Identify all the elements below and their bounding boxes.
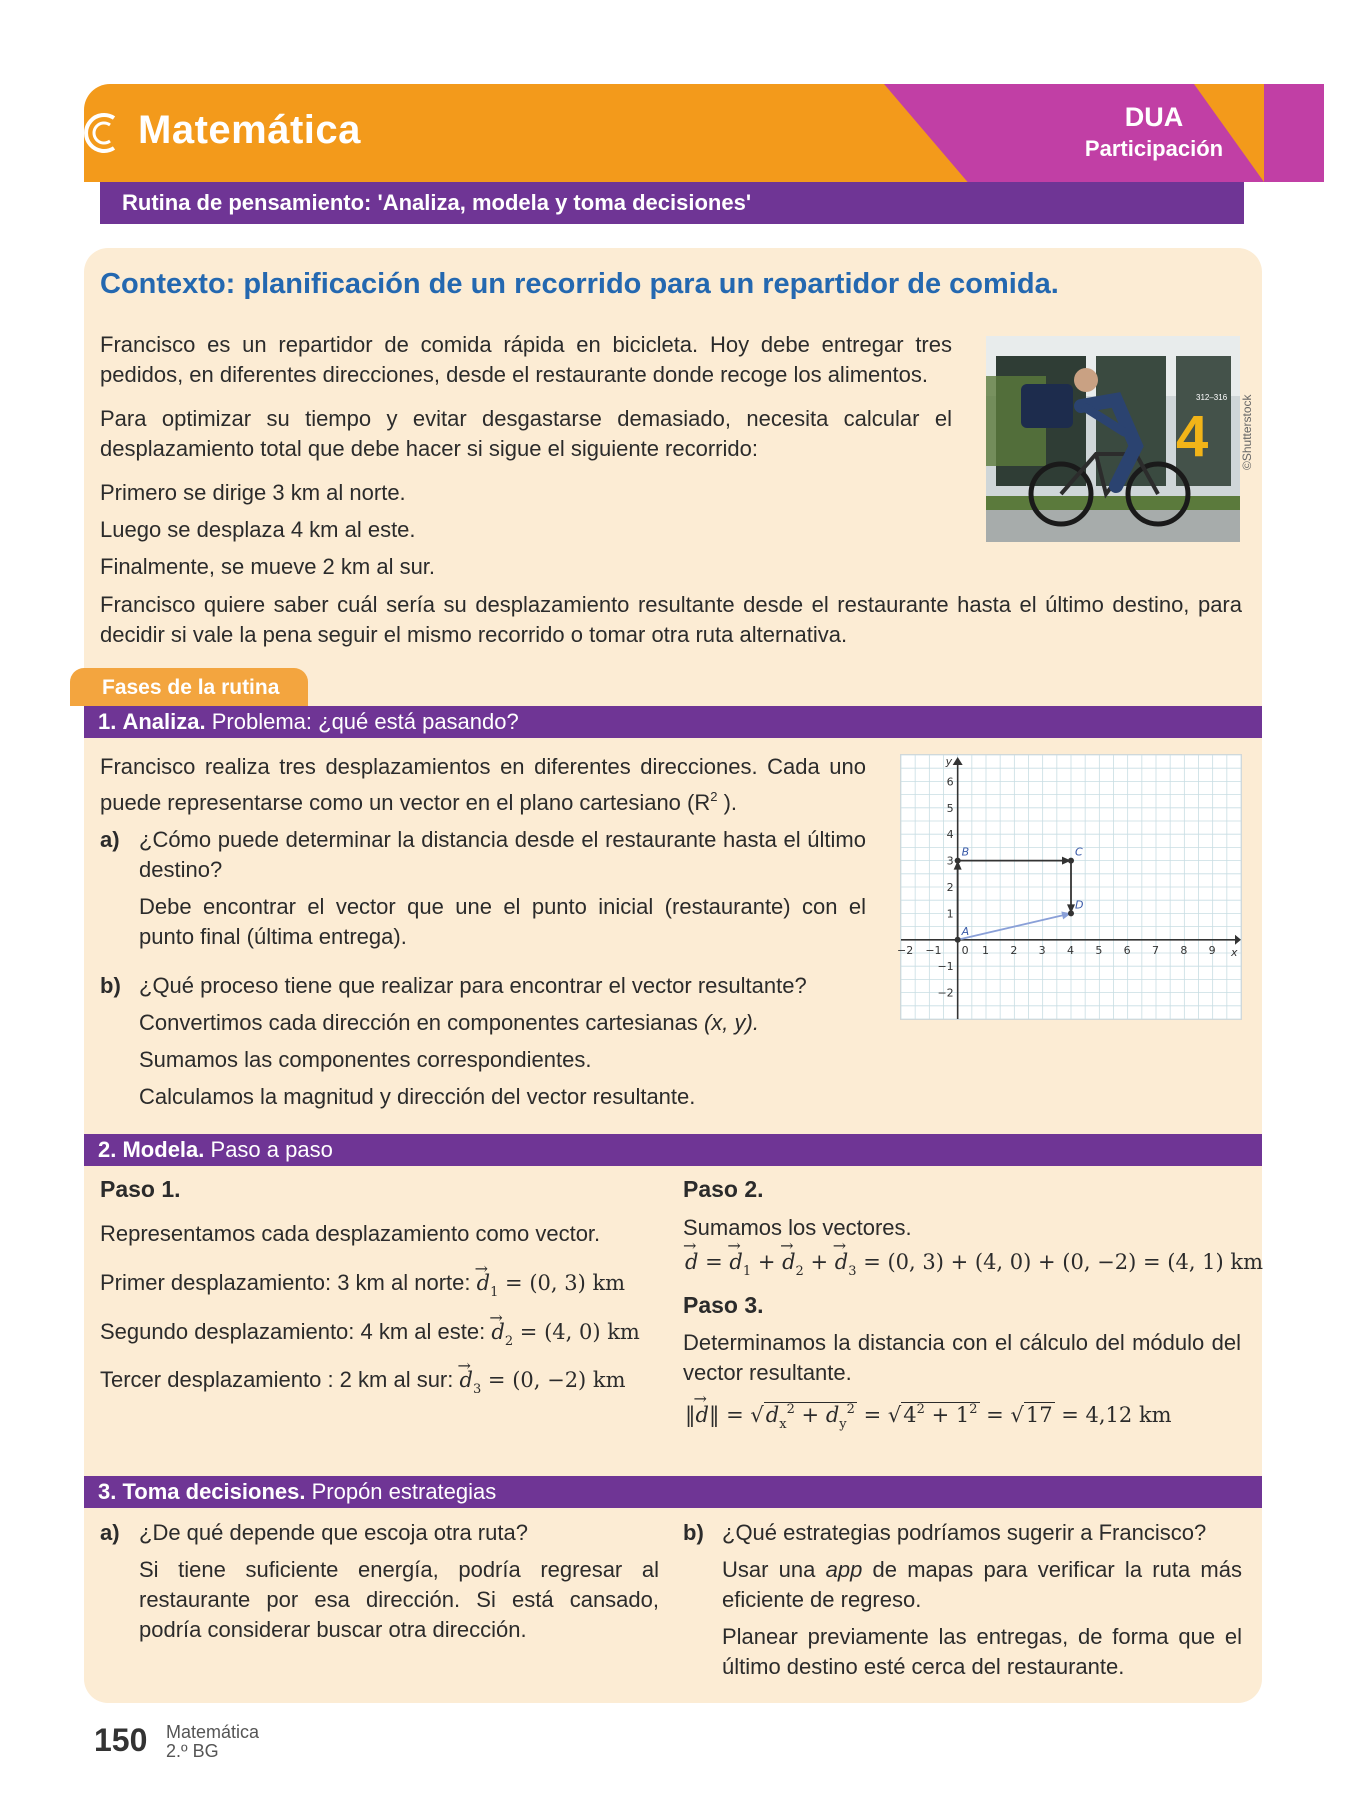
vector-d3-sub: 3 [472, 1382, 482, 1397]
phases-tab: Fases de la rutina [70, 668, 308, 706]
section-1-intro-sup: 2 [710, 789, 718, 804]
section-1-number: 1. [98, 709, 117, 734]
y-tick-label: −1 [937, 960, 954, 974]
magnitude-result: = 4,12 km [1061, 1403, 1172, 1427]
footer-subject [166, 1723, 259, 1761]
num-4: 4 [903, 1403, 917, 1427]
num-1-exp: 2 [969, 1402, 978, 1417]
section-1-b-answer-1-text: Convertimos cada dirección en componentes cartesianas [139, 1010, 698, 1035]
dy-symbol: d [825, 1403, 840, 1427]
paso-1-intro: Representamos cada desplazamiento como vector. [100, 1221, 601, 1246]
photo-sign-number: 4 [1176, 404, 1209, 469]
y-axis-arrow [953, 757, 963, 765]
x-tick-label: 1 [982, 943, 989, 957]
y-tick-label: 1 [946, 907, 954, 921]
x-tick-label: 2 [1010, 943, 1018, 957]
y-tick-label: 3 [946, 854, 954, 868]
x-tick-label: 6 [1123, 943, 1131, 957]
route-step-1: Primero se dirige 3 km al norte. [100, 480, 406, 505]
point-label-D: D [1075, 898, 1084, 912]
photo-plate: 312–316 [1196, 393, 1228, 402]
displacement-1-text: Primer desplazamiento: 3 km al norte: [100, 1270, 471, 1295]
point-B [955, 858, 961, 864]
dy-exp: 2 [846, 1402, 855, 1417]
displacement-3 [100, 1365, 626, 1405]
vector-d3-symbol: → d [460, 1365, 473, 1395]
y-axis-label: y [945, 755, 953, 768]
x-tick-label: 8 [1180, 943, 1188, 957]
routine-bar: Rutina de pensamiento: 'Analiza, modela y toma decisiones' [100, 182, 1244, 224]
sum-d1-sub: 1 [742, 1264, 752, 1279]
section-1-b-answer-2: Sumamos las componentes correspondientes. [139, 1047, 592, 1072]
y-tick-label: −2 [937, 986, 954, 1000]
section-3-title-bold: Toma decisiones. [122, 1479, 306, 1504]
x-tick-label: −2 [897, 943, 914, 957]
point-label-B: B [961, 845, 970, 859]
y-tick-label: 5 [946, 801, 954, 815]
y-tick-label: 4 [946, 828, 954, 842]
vector-d1-sub: 1 [490, 1285, 499, 1300]
vector-sum-equation: → d = → $d_1$ + → $d_2$ + → $d_3 = (0$, 3) + (4, 0) + (0, −2) = (4, 1) km [685, 1250, 1263, 1279]
section-3-b-answer-2: Planear previamente las entregas, de forma que el último destino esté cerca del restaurante. [722, 1624, 1242, 1679]
point-C [1068, 858, 1074, 864]
sqrt-numbers: $4^2 + 1^2$ [903, 1402, 978, 1427]
x-axis-arrow [1235, 935, 1241, 945]
sum-d3-sub: 3 [848, 1264, 857, 1279]
paso-1-title: Paso 1. [100, 1176, 181, 1202]
section-1-title-bold: Analiza. [122, 709, 206, 734]
displacement-1 [100, 1268, 625, 1308]
point-label-C: C [1075, 845, 1083, 859]
section-3-a-answer: Si tiene suficiente energía, podría regresar al restaurante por esa dirección. Si está cansado, podría considerar buscar otra dirección. [139, 1557, 659, 1642]
route-step-3: Finalmente, se mueve 2 km al sur. [100, 554, 436, 579]
displacement-2-math: = (4, 0) km [519, 1320, 640, 1344]
section-3-b-answer-1-post: de mapas para verificar la ruta más eficiente de regreso. [722, 1557, 1242, 1612]
section-1-b-answer-1 [139, 1008, 759, 1038]
context-paragraph-1: Francisco es un repartidor de comida rápida en bicicleta. Hoy debe entregar tres pedidos, en diferentes direcciones, desde el restaurante donde recoge los alimentos. [100, 332, 952, 387]
paso-3-title: Paso 3. [683, 1292, 764, 1318]
magnitude-d-symbol: → d [696, 1403, 709, 1427]
section-1-intro-text: Francisco realiza tres desplazamientos en diferentes direcciones. Cada uno puede representarse como un vector en el plano cartesiano (R [100, 754, 866, 815]
section-3-a-label: a) [100, 1520, 120, 1545]
num-1: 1 [955, 1403, 970, 1427]
section-1-b-answer-3: Calculamos la magnitud y dirección del vector resultante. [139, 1084, 696, 1109]
section-1-bar [84, 706, 1262, 738]
section-1-a-question: ¿Cómo puede determinar la distancia desde el restaurante hasta el último destino? [139, 827, 866, 882]
displacement-3-vector [459, 1368, 626, 1397]
vector-sum-result: = (0, 3) + (4, 0) + (0, −2) = (4, 1) km [863, 1250, 1264, 1274]
y-tick-label: 6 [946, 775, 954, 789]
sum-d2-sub: 2 [795, 1264, 804, 1279]
y-tick-label: 2 [946, 881, 954, 894]
displacement-1-math: = (0, 3) km [505, 1271, 626, 1295]
dx-sub: x [779, 1417, 787, 1432]
displacement-3-text: Tercer desplazamiento : 2 km al sur: [100, 1367, 454, 1392]
section-3-b-question: ¿Qué estrategias podríamos sugerir a Francisco? [722, 1520, 1207, 1545]
section-3-b-answer-1 [722, 1555, 1242, 1615]
dx-exp: 2 [786, 1402, 795, 1417]
section-1-a-label: a) [100, 827, 120, 852]
sqrt-17: 17 [1025, 1403, 1053, 1427]
section-3-number: 3. [98, 1479, 117, 1504]
subject-logo-icon [84, 110, 124, 156]
section-1-a-answer: Debe encontrar el vector que une el punto inicial (restaurante) con el punto final (última entrega). [139, 894, 866, 949]
x-tick-label: 7 [1152, 943, 1159, 957]
section-1-b-question: ¿Qué proceso tiene que realizar para encontrar el vector resultante? [139, 973, 807, 998]
displacement-1-vector [476, 1271, 626, 1300]
context-title: Contexto: planificación de un recorrido para un repartidor de comida. [100, 268, 1059, 300]
displacement-2 [100, 1317, 640, 1357]
section-2-bar [84, 1134, 1262, 1166]
context-paragraph-2: Para optimizar su tiempo y evitar desgastarse demasiado, necesita calcular el desplazamiento total que debe hacer si sigue el siguiente recorrido: [100, 406, 952, 461]
header-banner [84, 84, 1262, 182]
section-3-a-question: ¿De qué depende que escoja otra ruta? [139, 1520, 528, 1545]
vector-d2-sub: 2 [504, 1334, 514, 1349]
section-3-bar [84, 1476, 1262, 1508]
dx-symbol: d [765, 1403, 780, 1427]
sum-d1-symbol: → d [729, 1250, 742, 1274]
section-3-b-answer-1-pre: Usar una [722, 1557, 816, 1582]
paso-2-intro: Sumamos los vectores. [683, 1215, 912, 1240]
num-4-exp: 2 [916, 1402, 925, 1417]
section-1-intro-end: ). [723, 790, 738, 815]
dua-subtitle: Participación [1084, 136, 1224, 161]
x-tick-label: 3 [1038, 943, 1046, 957]
footer-grade: 2.º BG [166, 1741, 219, 1761]
sum-d2-symbol: → d [782, 1250, 795, 1274]
magnitude-equation: ‖→ d‖ = $√d_x^2 + d_y^2 = √4^2 + 1^2 = √17 = 4,12$ km [685, 1402, 1172, 1432]
x-tick-label: 9 [1208, 943, 1216, 957]
displacement-2-text: Segundo desplazamiento: 4 km al este: [100, 1319, 486, 1344]
vector-d2-symbol: → d [491, 1317, 504, 1347]
section-1-title-rest: Problema: ¿qué está pasando? [211, 709, 519, 734]
section-2-number: 2. [98, 1137, 117, 1162]
photo-credit: ©Shutterstock [1240, 394, 1254, 470]
footer-subject-name: Matemática [166, 1722, 260, 1742]
paso-2-title: Paso 2. [683, 1176, 764, 1202]
dy-sub: y [839, 1417, 847, 1432]
vector-d-symbol: → d [685, 1250, 698, 1274]
displacement-2-vector [491, 1320, 640, 1349]
route-step-2: Luego se desplaza 4 km al este. [100, 517, 416, 542]
section-1-intro [100, 752, 866, 818]
x-axis-label: x [1231, 945, 1238, 959]
dua-title: DUA [1124, 102, 1184, 132]
x-tick-label: 5 [1095, 943, 1103, 957]
point-label-A: A [961, 924, 970, 938]
section-1-b-label: b) [100, 973, 121, 998]
sum-d3-symbol: → d [835, 1250, 848, 1274]
x-tick-label: 0 [961, 943, 969, 957]
point-D [1068, 910, 1074, 916]
point-A [955, 937, 961, 943]
section-2-title-rest: Paso a paso [210, 1137, 333, 1162]
paso-3-intro: Determinamos la distancia con el cálculo del módulo del vector resultante. [683, 1330, 1241, 1385]
displacement-3-math: = (0, −2) km [487, 1368, 626, 1392]
section-1-b-answer-1-math: (x, y). [703, 1010, 759, 1035]
section-3-b-label: b) [683, 1520, 704, 1545]
cartesian-plane-svg [897, 755, 1241, 1019]
vector-d1-symbol: → d [477, 1268, 490, 1298]
context-paragraph-3: Francisco quiere saber cuál sería su desplazamiento resultante desde el restaurante hasta el último destino, para decidir si vale la pena seguir el mismo recorrido o tomar otra ruta alternativa. [100, 592, 1242, 647]
subject-title: Matemática [138, 108, 361, 152]
x-tick-label: 4 [1067, 943, 1074, 957]
page-number: 150 [94, 1722, 148, 1758]
cyclist-photo [986, 336, 1240, 542]
cartesian-plane-chart [897, 754, 1242, 1020]
x-tick-label: −1 [925, 943, 942, 957]
section-2-title-bold: Modela. [122, 1137, 205, 1162]
section-3-b-answer-1-app: app [825, 1557, 863, 1582]
section-3-title-rest: Propón estrategias [311, 1479, 497, 1504]
sqrt-components: $d_x^2 + d_y^2$ [765, 1402, 855, 1432]
